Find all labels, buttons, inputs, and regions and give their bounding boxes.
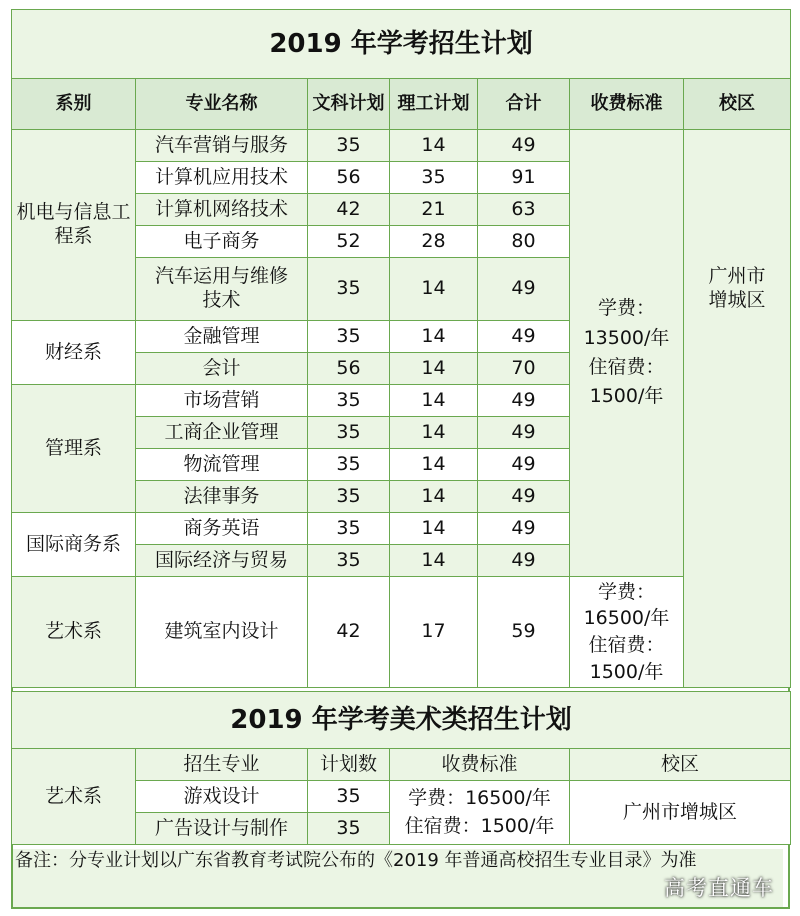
art-fee-dorm: 住宿费：1500/年 [404,814,555,837]
total: 59 [478,577,570,688]
fee-general-cell [570,130,684,577]
fee-dorm: 1500/年 [589,385,664,408]
arts-plan: 52 [308,226,390,258]
enrollment-plan-table [11,9,791,688]
major-name: 建筑室内设计 [136,577,308,688]
total: 63 [478,194,570,226]
total: 49 [478,513,570,545]
arts-plan: 42 [308,577,390,688]
art-department-cell: 艺术系 [12,749,136,845]
arts-plan: 35 [308,449,390,481]
science-plan: 14 [390,353,478,385]
major-name: 汽车营销与服务 [136,130,308,162]
total: 49 [478,258,570,321]
header-arts-plan: 文科计划 [308,79,390,130]
arts-plan: 35 [308,321,390,353]
major-name: 计算机网络技术 [136,194,308,226]
arts-plan: 56 [308,162,390,194]
header-major: 专业名称 [136,79,308,130]
major-name: 计算机应用技术 [136,162,308,194]
header-department: 系别 [12,79,136,130]
arts-plan: 35 [308,130,390,162]
header-art-campus: 校区 [570,749,791,781]
fee-tuition-label: 学费： [597,580,655,603]
arts-plan: 35 [308,385,390,417]
science-plan: 14 [390,481,478,513]
science-plan: 21 [390,194,478,226]
total: 70 [478,353,570,385]
major-name: 商务英语 [136,513,308,545]
header-recruit-major: 招生专业 [136,749,308,781]
major-name: 电子商务 [136,226,308,258]
header-science-plan: 理工计划 [390,79,478,130]
fee-dorm-label: 住宿费： [588,634,665,656]
arts-plan: 35 [308,258,390,321]
arts-plan: 35 [308,417,390,449]
header-campus: 校区 [684,79,791,130]
major-name: 市场营销 [136,385,308,417]
science-plan: 17 [390,577,478,688]
major-name: 金融管理 [136,321,308,353]
fee-dorm: 1500/年 [589,660,664,683]
science-plan: 14 [390,385,478,417]
campus-text: 广州市增城区 [708,264,766,311]
header-art-fee: 收费标准 [390,749,570,781]
art-plan-count: 35 [308,813,390,845]
total: 91 [478,162,570,194]
campus-cell [684,130,791,688]
science-plan: 14 [390,130,478,162]
total: 49 [478,385,570,417]
fee-dorm-label: 住宿费： [588,356,665,378]
art-major-name: 游戏设计 [136,781,308,813]
department-cell: 国际商务系 [12,513,136,577]
header-plan-count: 计划数 [308,749,390,781]
arts-plan: 42 [308,194,390,226]
major-name: 法律事务 [136,481,308,513]
science-plan: 14 [390,513,478,545]
total: 49 [478,545,570,577]
art-fee-cell [390,781,570,845]
science-plan: 14 [390,449,478,481]
total: 49 [478,130,570,162]
total: 49 [478,417,570,449]
arts-plan: 35 [308,545,390,577]
major-name: 国际经济与贸易 [136,545,308,577]
arts-plan: 35 [308,481,390,513]
art-fee-tuition: 学费：16500/年 [408,786,551,809]
major-name: 物流管理 [136,449,308,481]
watermark: 高考直通车 [664,876,774,900]
science-plan: 35 [390,162,478,194]
science-plan: 14 [390,258,478,321]
total: 80 [478,226,570,258]
major-name: 汽车运用与维修技术 [136,258,308,321]
fee-tuition: 16500/年 [583,607,670,630]
department-cell: 艺术系 [12,577,136,688]
fee-tuition: 13500/年 [583,326,670,349]
fee-tuition-label: 学费： [597,297,655,320]
art-campus-cell: 广州市增城区 [570,781,791,845]
header-fee: 收费标准 [570,79,684,130]
science-plan: 14 [390,417,478,449]
art-plan-table [11,691,791,845]
art-plan-title: 2019 年学考美术类招生计划 [12,692,791,749]
arts-plan: 35 [308,513,390,545]
major-name: 工商企业管理 [136,417,308,449]
arts-plan: 56 [308,353,390,385]
footnote: 备注：分专业计划以广东省教育考试院公布的《2019 年普通高校招生专业目录》为准 [13,849,783,907]
total: 49 [478,449,570,481]
fee-art-cell [570,577,684,688]
header-total: 合计 [478,79,570,130]
plan-title: 2019 年学考招生计划 [12,10,791,79]
science-plan: 14 [390,545,478,577]
art-major-name: 广告设计与制作 [136,813,308,845]
art-plan-count: 35 [308,781,390,813]
science-plan: 28 [390,226,478,258]
science-plan: 14 [390,321,478,353]
department-cell: 机电与信息工程系 [12,130,136,321]
major-name: 会计 [136,353,308,385]
total: 49 [478,321,570,353]
total: 49 [478,481,570,513]
department-cell: 财经系 [12,321,136,385]
department-cell: 管理系 [12,385,136,513]
